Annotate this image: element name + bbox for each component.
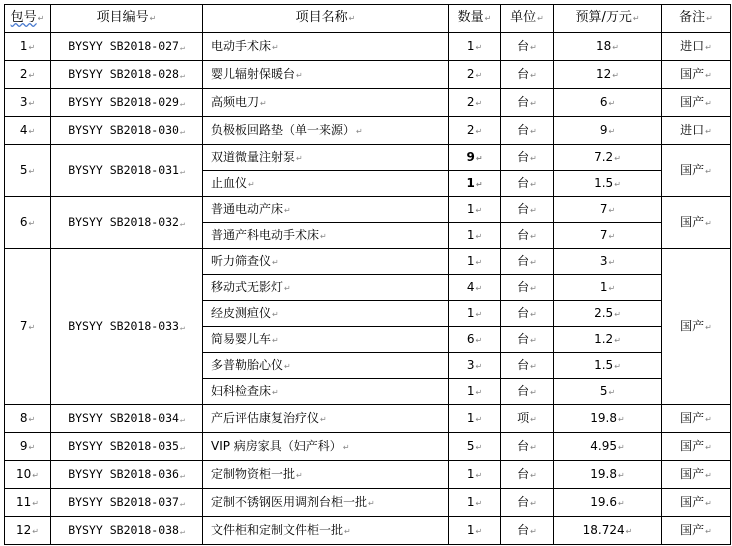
name-cell: 听力筛查仪↵ <box>203 249 449 275</box>
package-cell: 11↵ <box>5 489 51 517</box>
name-cell: 定制物资柜一批↵ <box>203 461 449 489</box>
unit-cell: 台↵ <box>501 145 554 171</box>
table-row <box>5 89 731 117</box>
package-cell: 8↵ <box>5 405 51 433</box>
unit-cell: 台↵ <box>501 517 554 545</box>
name-cell: 普通产科电动手术床↵ <box>203 223 449 249</box>
package-cell: 9↵ <box>5 433 51 461</box>
unit-cell: 项↵ <box>501 405 554 433</box>
unit-cell: 台↵ <box>501 223 554 249</box>
qty-cell: 1↵ <box>449 301 501 327</box>
name-cell: 多普勒胎心仪↵ <box>203 353 449 379</box>
header-code: 项目编号↵ <box>51 5 203 33</box>
budget-cell: 7.2↵ <box>554 145 662 171</box>
table-row <box>5 33 731 61</box>
remark-cell: 国产↵ <box>662 461 731 489</box>
code-cell: BYSYY SB2018-030↵ <box>51 117 203 145</box>
qty-cell: 2↵ <box>449 117 501 145</box>
name-cell: 移动式无影灯↵ <box>203 275 449 301</box>
name-cell: 负极板回路垫（单一来源）↵ <box>203 117 449 145</box>
remark-cell: 国产↵ <box>662 517 731 545</box>
qty-cell: 9↵ <box>449 145 501 171</box>
name-cell: 妇科检查床↵ <box>203 379 449 405</box>
qty-cell: 1↵ <box>449 461 501 489</box>
remark-cell: 国产↵ <box>662 89 731 117</box>
unit-cell: 台↵ <box>501 301 554 327</box>
unit-cell: 台↵ <box>501 117 554 145</box>
code-cell: BYSYY SB2018-037↵ <box>51 489 203 517</box>
code-cell: BYSYY SB2018-032↵ <box>51 197 203 249</box>
budget-cell: 18↵ <box>554 33 662 61</box>
budget-cell: 7↵ <box>554 223 662 249</box>
budget-cell: 1.5↵ <box>554 353 662 379</box>
code-cell: BYSYY SB2018-028↵ <box>51 61 203 89</box>
budget-cell: 7↵ <box>554 197 662 223</box>
table-row <box>5 117 731 145</box>
header-unit: 单位↵ <box>501 5 554 33</box>
code-cell: BYSYY SB2018-027↵ <box>51 33 203 61</box>
package-cell: 1↵ <box>5 33 51 61</box>
remark-cell: 进口↵ <box>662 33 731 61</box>
header-name: 项目名称↵ <box>203 5 449 33</box>
unit-cell: 台↵ <box>501 171 554 197</box>
package-cell: 5↵ <box>5 145 51 197</box>
budget-cell: 12↵ <box>554 61 662 89</box>
code-cell: BYSYY SB2018-031↵ <box>51 145 203 197</box>
name-cell: 定制不锈钢医用调剂台柜一批↵ <box>203 489 449 517</box>
table-row <box>5 249 731 275</box>
qty-cell: 6↵ <box>449 327 501 353</box>
package-cell: 3↵ <box>5 89 51 117</box>
qty-cell: 1↵ <box>449 517 501 545</box>
remark-cell: 国产↵ <box>662 405 731 433</box>
unit-cell: 台↵ <box>501 461 554 489</box>
remark-cell: 国产↵ <box>662 249 731 405</box>
package-cell: 10↵ <box>5 461 51 489</box>
budget-cell: 1.5↵ <box>554 171 662 197</box>
name-cell: 婴儿辐射保暖台↵ <box>203 61 449 89</box>
unit-cell: 台↵ <box>501 61 554 89</box>
qty-cell: 4↵ <box>449 275 501 301</box>
remark-cell: 国产↵ <box>662 489 731 517</box>
name-cell: 普通电动产床↵ <box>203 197 449 223</box>
budget-cell: 1↵ <box>554 275 662 301</box>
unit-cell: 台↵ <box>501 327 554 353</box>
code-cell: BYSYY SB2018-038↵ <box>51 517 203 545</box>
name-cell: 经皮测疸仪↵ <box>203 301 449 327</box>
unit-cell: 台↵ <box>501 33 554 61</box>
procurement-table <box>4 4 731 545</box>
table-row <box>5 197 731 223</box>
table-row <box>5 61 731 89</box>
unit-cell: 台↵ <box>501 353 554 379</box>
table-row <box>5 461 731 489</box>
unit-cell: 台↵ <box>501 249 554 275</box>
qty-cell: 1↵ <box>449 489 501 517</box>
code-cell: BYSYY SB2018-029↵ <box>51 89 203 117</box>
budget-cell: 2.5↵ <box>554 301 662 327</box>
name-cell: 产后评估康复治疗仪↵ <box>203 405 449 433</box>
code-cell: BYSYY SB2018-034↵ <box>51 405 203 433</box>
remark-cell: 国产↵ <box>662 61 731 89</box>
qty-cell: 2↵ <box>449 61 501 89</box>
package-cell: 4↵ <box>5 117 51 145</box>
remark-cell: 国产↵ <box>662 433 731 461</box>
remark-cell: 进口↵ <box>662 117 731 145</box>
package-cell: 6↵ <box>5 197 51 249</box>
qty-cell: 3↵ <box>449 353 501 379</box>
header-row <box>5 5 731 33</box>
header-package: 包号↵ <box>5 5 51 33</box>
header-qty: 数量↵ <box>449 5 501 33</box>
table-row <box>5 433 731 461</box>
qty-cell: 1↵ <box>449 171 501 197</box>
budget-cell: 4.95↵ <box>554 433 662 461</box>
qty-cell: 1↵ <box>449 405 501 433</box>
budget-cell: 9↵ <box>554 117 662 145</box>
package-cell: 2↵ <box>5 61 51 89</box>
header-remark: 备注↵ <box>662 5 731 33</box>
table-row <box>5 517 731 545</box>
qty-cell: 1↵ <box>449 33 501 61</box>
unit-cell: 台↵ <box>501 89 554 117</box>
unit-cell: 台↵ <box>501 489 554 517</box>
code-cell: BYSYY SB2018-036↵ <box>51 461 203 489</box>
name-cell: 双道微量注射泵↵ <box>203 145 449 171</box>
budget-cell: 19.8↵ <box>554 405 662 433</box>
name-cell: 电动手术床↵ <box>203 33 449 61</box>
unit-cell: 台↵ <box>501 275 554 301</box>
budget-cell: 3↵ <box>554 249 662 275</box>
code-cell: BYSYY SB2018-035↵ <box>51 433 203 461</box>
qty-cell: 1↵ <box>449 379 501 405</box>
remark-cell: 国产↵ <box>662 145 731 197</box>
budget-cell: 5↵ <box>554 379 662 405</box>
name-cell: 简易婴儿车↵ <box>203 327 449 353</box>
budget-cell: 19.8↵ <box>554 461 662 489</box>
budget-cell: 1.2↵ <box>554 327 662 353</box>
package-cell: 7↵ <box>5 249 51 405</box>
qty-cell: 1↵ <box>449 197 501 223</box>
code-cell: BYSYY SB2018-033↵ <box>51 249 203 405</box>
budget-cell: 19.6↵ <box>554 489 662 517</box>
remark-cell: 国产↵ <box>662 197 731 249</box>
unit-cell: 台↵ <box>501 433 554 461</box>
budget-cell: 6↵ <box>554 89 662 117</box>
qty-cell: 1↵ <box>449 223 501 249</box>
name-cell: 止血仪↵ <box>203 171 449 197</box>
qty-cell: 5↵ <box>449 433 501 461</box>
table-row <box>5 489 731 517</box>
package-cell: 12↵ <box>5 517 51 545</box>
unit-cell: 台↵ <box>501 379 554 405</box>
table-row <box>5 145 731 171</box>
name-cell: 文件柜和定制文件柜一批↵ <box>203 517 449 545</box>
header-budget: 预算/万元↵ <box>554 5 662 33</box>
name-cell: 高频电刀↵ <box>203 89 449 117</box>
table-row <box>5 405 731 433</box>
qty-cell: 2↵ <box>449 89 501 117</box>
qty-cell: 1↵ <box>449 249 501 275</box>
budget-cell: 18.724↵ <box>554 517 662 545</box>
name-cell: VIP 病房家具（妇产科）↵ <box>203 433 449 461</box>
unit-cell: 台↵ <box>501 197 554 223</box>
